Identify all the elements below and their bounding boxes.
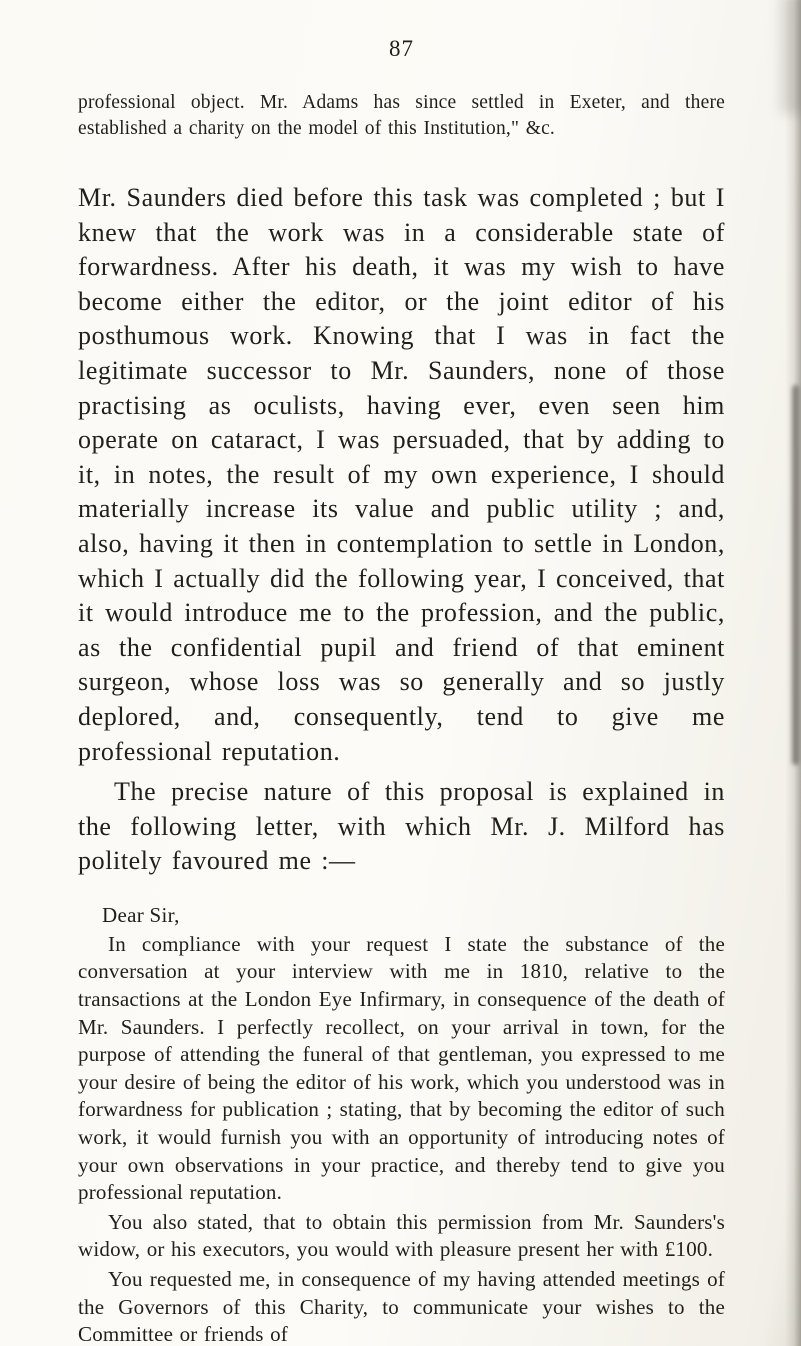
scan-corner-shadow [781, 0, 801, 114]
page-number: 87 [389, 36, 414, 61]
footnote-continuation: professional object. Mr. Adams has since settled in Exeter, and there established a charity on the model of this Institution," &c. [78, 92, 725, 139]
letter-paragraph-2: You also stated, that to obtain this permission from Mr. Saunders's widow, or his executors, you would with pleasure present her with £100. [78, 1209, 725, 1262]
letter-paragraph-1: In compliance with your request I state the substance of the conversation at your interview with me in 1810, relative to the transactions at the London Eye Infirmary, in consequence of the death of Mr. Saunders. I perfectly recollect, on your arrival in town, for the purpose of attending the funeral of that gentleman, you expressed to me your desire of being the editor of his work, which you understood was in forwardness for publication ; stating, that by becoming the editor of such work, it would furnish you with an opportunity of introducing notes of your own observations in your practice, and thereby tend to give you professional reputation. [78, 931, 725, 1205]
letter-block [78, 903, 725, 1346]
letter-salutation: Dear Sir, [102, 902, 180, 927]
body-paragraph-2: The precise nature of this proposal is explained in the following letter, with which Mr. J. Milford has politely favoured me :— [78, 777, 725, 876]
letter-paragraph-3: You requested me, in consequence of my having attended meetings of the Governors of this Charity, to communicate your wishes to the Committee or friends of [78, 1267, 725, 1346]
scan-edge-shadow [785, 0, 801, 1346]
body-paragraph-1: Mr. Saunders died before this task was completed ; but I knew that the work was in a considerable state of forwardness. After his death, it was my wish to have become either the editor, or the joint editor of his posthumous work. Knowing that I was in fact the legitimate successor to Mr. Saunders, none of those practising as oculists, having ever, even seen him operate on cataract, I was persuaded, that by adding to it, in notes, the result of my own experience, I should materially increase its value and public utility ; and, also, having it then in contemplation to settle in London, which I actually did the following year, I conceived, that it would introduce me to the profession, and the public, as the confidential pupil and friend of that eminent surgeon, whose loss was so generally and so justly deplored, and, consequently, tend to give me professional reputation. [78, 183, 725, 766]
scan-edge-smudge [792, 385, 799, 765]
